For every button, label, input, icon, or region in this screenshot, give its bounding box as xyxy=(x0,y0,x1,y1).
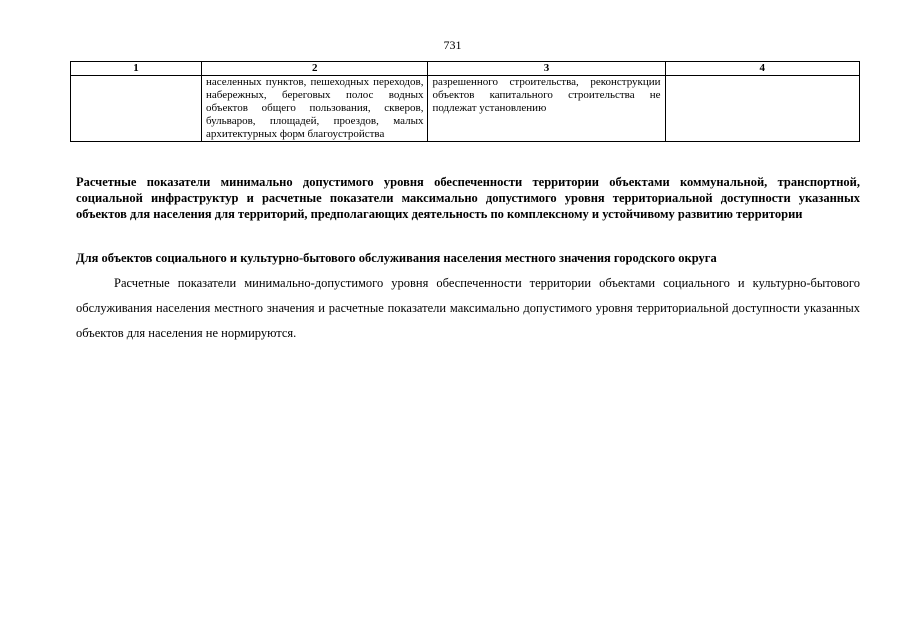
table-header-col-3: 3 xyxy=(428,62,665,76)
table-header-col-4: 4 xyxy=(665,62,859,76)
page-number: 731 xyxy=(443,38,462,52)
table-header-col-1: 1 xyxy=(71,62,202,76)
subsection-heading: Для объектов социального и культурно-бытового обслуживания населения местного значения городского округа xyxy=(76,251,717,265)
table-header-row xyxy=(71,62,860,76)
table-cell-col-3: разрешенного строительства, реконструкции объектов капитального строительства не подлежат установлению xyxy=(428,76,665,142)
table-cell-col-1 xyxy=(71,76,202,142)
table-header-col-2: 2 xyxy=(201,62,428,76)
continuation-table xyxy=(70,61,860,142)
section-heading: Расчетные показатели минимально допустимого уровня обеспеченности территории объектами коммунальной, транспортной, социальной инфраструктур и расчетные показатели максимально допустимого уровня территориальной доступности указанных объектов для населения для территорий, предполагающих деятельность по комплексному и устойчивому развитию территории xyxy=(76,175,860,221)
table-cell-col-4 xyxy=(665,76,859,142)
table-row xyxy=(71,76,860,142)
body-paragraph: Расчетные показатели минимально-допустимого уровня обеспеченности территории объектами социального и культурно-бытового обслуживания населения местного значения и расчетные показатели максимально допустимого уровня территориальной доступности указанных объектов для населения не нормируются. xyxy=(76,276,860,340)
table-cell-col-2: населенных пунктов, пешеходных переходов, набережных, береговых полос водных объектов общего пользования, скверов, бульваров, площадей, проездов, малых архитектурных форм благоустройства xyxy=(201,76,428,142)
